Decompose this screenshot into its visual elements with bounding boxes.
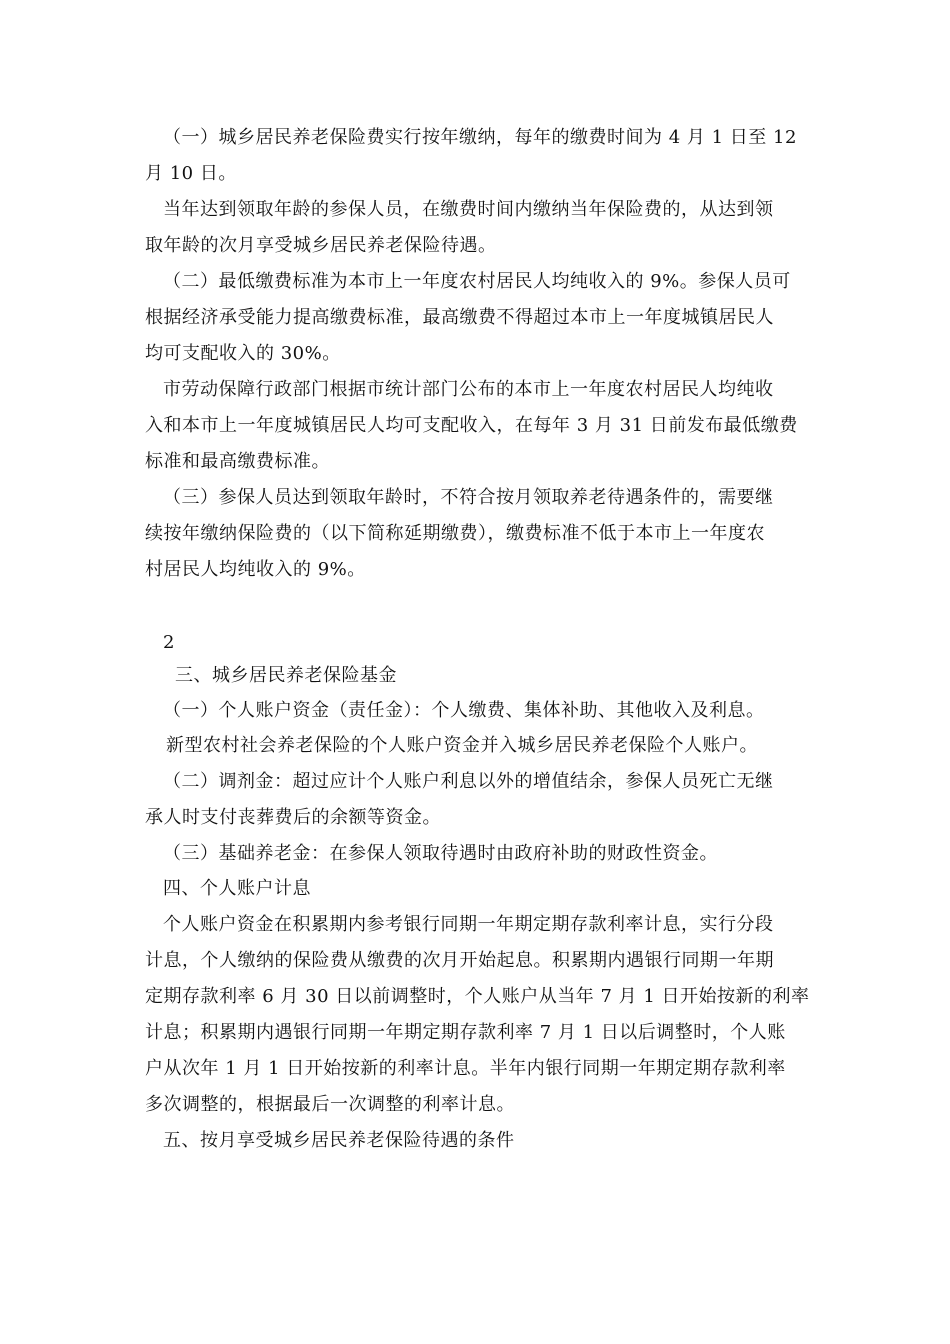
paragraph-line: 村居民人均纯收入的 9%。 (145, 559, 366, 580)
section-heading: 三、城乡居民养老保险基金 (175, 665, 397, 686)
paragraph-line: 月 10 日。 (145, 163, 237, 184)
paragraph-line: 续按年缴纳保险费的（以下简称延期缴费），缴费标准不低于本市上一年度农 (145, 523, 765, 544)
paragraph-line: （二）调剂金：超过应计个人账户利息以外的增值结余，参保人员死亡无继 (163, 771, 774, 792)
paragraph-line: 户从次年 1 月 1 日开始按新的利率计息。半年内银行同期一年期定期存款利率 (145, 1058, 786, 1079)
paragraph-line: （一）个人账户资金（责任金）：个人缴费、集体补助、其他收入及利息。 (163, 700, 765, 721)
paragraph-line: 定期存款利率 6 月 30 日以前调整时，个人账户从当年 7 月 1 日开始按新的利率 (145, 986, 810, 1007)
section-heading: 五、按月享受城乡居民养老保险待遇的条件 (163, 1130, 515, 1151)
paragraph-line: 新型农村社会养老保险的个人账户资金并入城乡居民养老保险个人账户。 (166, 735, 758, 756)
paragraph-line: 计息，个人缴纳的保险费从缴费的次月开始起息。积累期内遇银行同期一年期 (145, 950, 774, 971)
paragraph-line: 当年达到领取年龄的参保人员，在缴费时间内缴纳当年保险费的，从达到领 (163, 199, 774, 220)
paragraph-line: （一）城乡居民养老保险费实行按年缴纳，每年的缴费时间为 4 月 1 日至 12 (163, 127, 797, 148)
paragraph-line: 标准和最高缴费标准。 (145, 451, 330, 472)
paragraph-line: 多次调整的，根据最后一次调整的利率计息。 (145, 1094, 515, 1115)
paragraph-line: 均可支配收入的 30%。 (145, 343, 341, 364)
paragraph-line: （三）参保人员达到领取年龄时，不符合按月领取养老待遇条件的，需要继 (163, 487, 774, 508)
paragraph-line: （二）最低缴费标准为本市上一年度农村居民人均纯收入的 9%。参保人员可 (163, 271, 791, 292)
page-number: 2 (163, 632, 175, 653)
paragraph-line: 市劳动保障行政部门根据市统计部门公布的本市上一年度农村居民人均纯收 (163, 379, 774, 400)
paragraph-line: 根据经济承受能力提高缴费标准，最高缴费不得超过本市上一年度城镇居民人 (145, 307, 774, 328)
section-heading: 四、个人账户计息 (163, 878, 311, 899)
paragraph-line: 个人账户资金在积累期内参考银行同期一年期定期存款利率计息，实行分段 (163, 914, 774, 935)
paragraph-line: （三）基础养老金：在参保人领取待遇时由政府补助的财政性资金。 (163, 843, 718, 864)
paragraph-line: 承人时支付丧葬费后的余额等资金。 (145, 807, 441, 828)
paragraph-line: 取年龄的次月享受城乡居民养老保险待遇。 (145, 235, 497, 256)
paragraph-line: 计息；积累期内遇银行同期一年期定期存款利率 7 月 1 日以后调整时，个人账 (145, 1022, 786, 1043)
paragraph-line: 入和本市上一年度城镇居民人均可支配收入，在每年 3 月 31 日前发布最低缴费 (145, 415, 798, 436)
